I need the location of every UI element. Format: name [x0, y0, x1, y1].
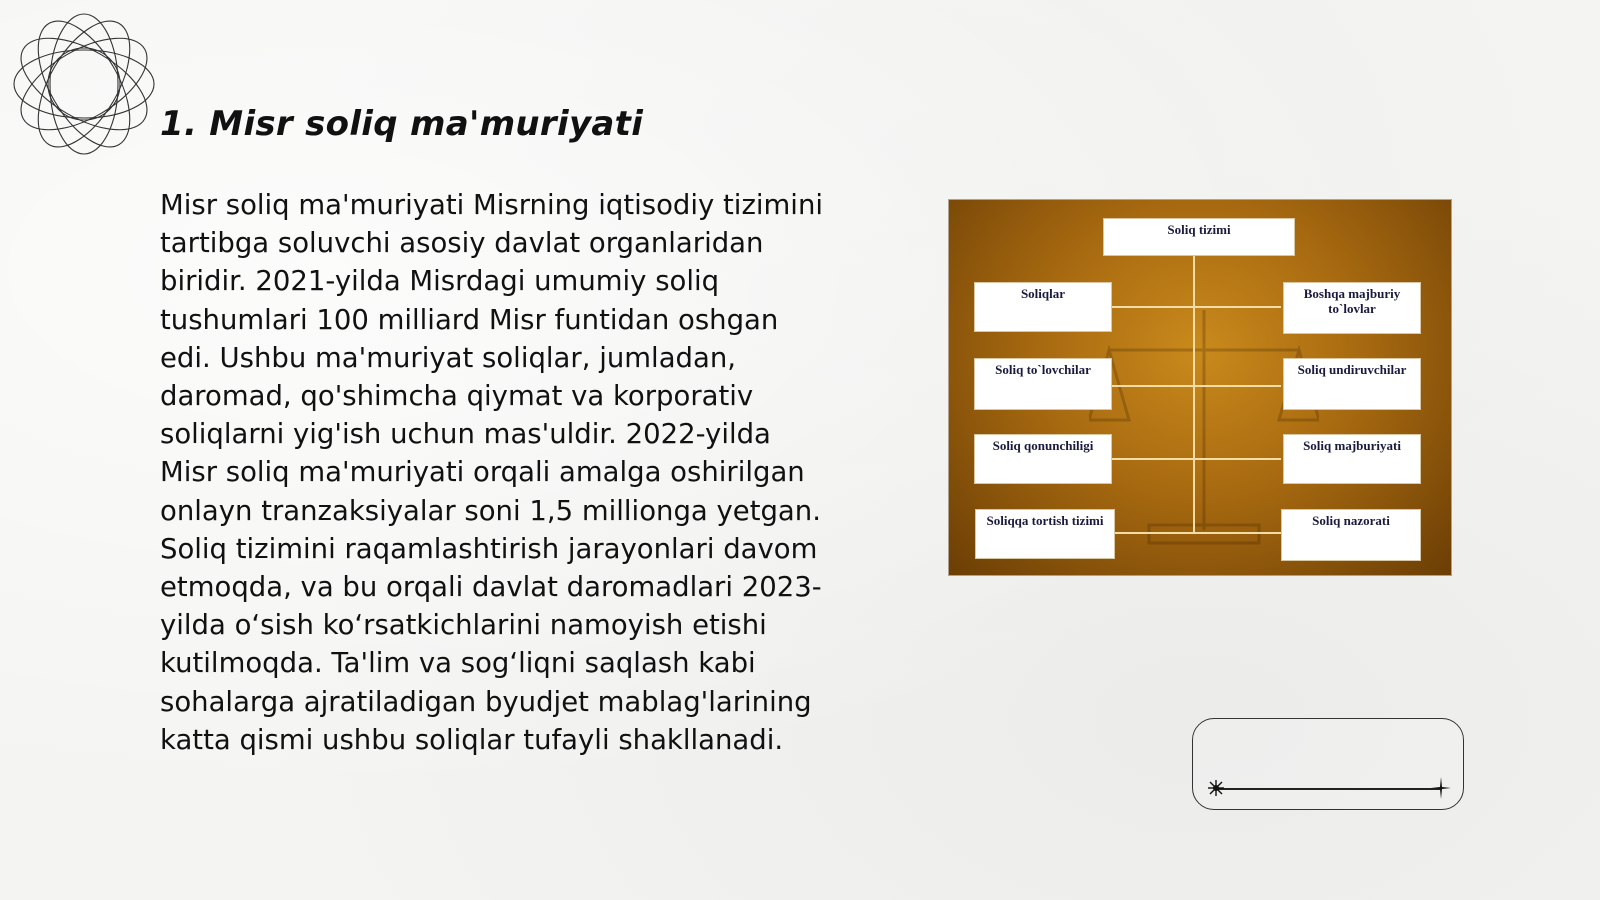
connector-row-4 [1111, 532, 1281, 534]
sun-icon [1207, 779, 1225, 797]
panel-track-line [1215, 788, 1441, 790]
tax-system-diagram [949, 200, 1451, 575]
node-root: Soliq tizimi [1103, 218, 1295, 256]
node-right-4: Soliq nazorati [1281, 509, 1421, 561]
node-left-3: Soliq qonunchiligi [974, 434, 1112, 484]
node-left-2: Soliq to`lovchilar [974, 358, 1112, 410]
connector-trunk [1193, 255, 1195, 533]
connector-row-3 [1111, 458, 1281, 460]
node-right-1: Boshqa majburiy to`lovlar [1283, 282, 1421, 334]
circle-ornament-icon [10, 10, 158, 158]
node-right-3: Soliq majburiyati [1283, 434, 1421, 484]
node-right-2: Soliq undiruvchilar [1283, 358, 1421, 410]
slide-body-text: Misr soliq ma'muriyati Misrning iqtisodiy tizimini tartibga soluvchi asosiy davlat organlaridan biridir. 2021-yilda Misrdagi umumiy soliq tushumlari 100 milliard Misr funtidan oshgan edi. Ushbu ma'muriyat soliqlar, jumladan, daromad, qo'shimcha qiymat va korporativ soliqlarni yig'ish uchun mas'uldir. 2022-yilda Misr soliq ma'muriyati orqali amalga oshirilgan onlayn tranzaksiyalar soni 1,5 millionga yetgan. Soliq tizimini raqamlashtirish jarayonlari davom etmoqda, va bu orqali davlat daromadlari 2023-yilda o‘sish ko‘rsatkichlarini namoyish etishi kutilmoqda. Ta'lim va sog‘liqni saqlash kabi sohalarga ajratiladigan byudjet mablag'larining katta qismi ushbu soliqlar tufayli shakllanadi. [160, 189, 824, 756]
decorative-panel [1192, 718, 1464, 810]
slide-title: 1. Misr soliq ma'muriyati [160, 104, 644, 144]
connector-row-1 [1111, 306, 1281, 308]
node-left-4: Soliqqa tortish tizimi [975, 509, 1115, 559]
node-left-1: Soliqlar [974, 282, 1112, 332]
connector-row-2 [1111, 385, 1281, 387]
sparkle-cross-icon [1431, 777, 1451, 799]
